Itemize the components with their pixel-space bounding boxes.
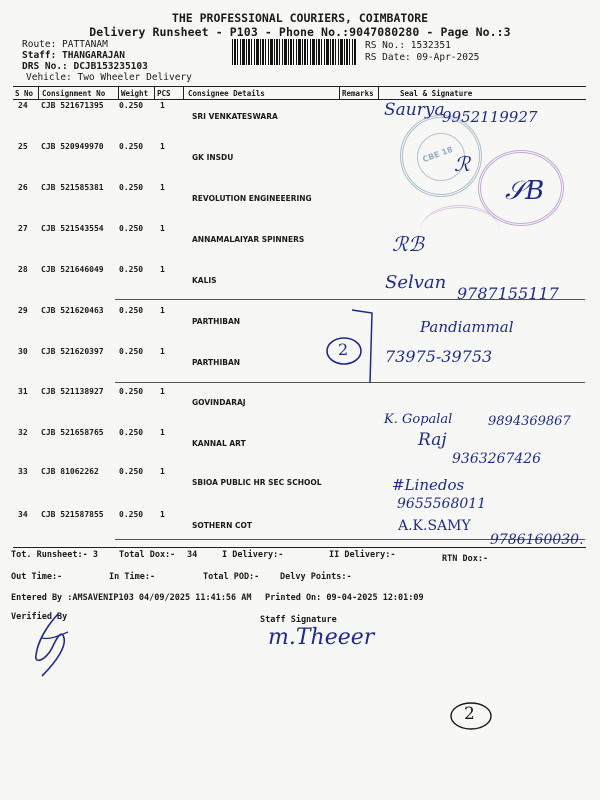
row-consignment: CJB 81062262 <box>41 467 99 476</box>
row-consignment: CJB 521658765 <box>41 428 104 437</box>
row-sno: 31 <box>18 387 28 396</box>
hw-row28-phone: 9787155117 <box>457 284 559 303</box>
runsheet-title: Delivery Runsheet - P103 - Phone No.:9047080280 - Page No.:3 <box>89 25 511 39</box>
table-header-border <box>13 99 586 100</box>
stamp-text: CBE 18 <box>421 144 454 165</box>
row-consignment: CJB 521620397 <box>41 347 104 356</box>
signature-row27: ℛℬ <box>392 232 424 256</box>
verified-signature <box>28 610 78 680</box>
row-weight: 0.250 <box>119 183 144 192</box>
row-pcs: 1 <box>160 467 165 476</box>
total-dox-label: Total Dox:- <box>119 550 176 560</box>
vehicle-label: Vehicle: Two Wheeler Delivery <box>26 72 192 83</box>
row-consignment: CJB 521671395 <box>41 101 104 110</box>
signature-row24: Saurya <box>384 100 445 120</box>
row-pcs: 1 <box>160 428 165 437</box>
hw-row33-phone: 9655568011 <box>397 496 487 512</box>
row-consignee: SBIOA PUBLIC HR SEC SCHOOL <box>192 478 322 487</box>
i-delivery: I Delivery:- <box>222 550 284 560</box>
staff-signature: m.Theeer <box>268 625 375 650</box>
in-time: In Time:- <box>109 572 156 582</box>
col-weight: Weight <box>121 89 149 98</box>
signature-row28: Selvan <box>385 272 447 293</box>
hw-row24-phone: 9952119927 <box>442 108 538 126</box>
row-weight: 0.250 <box>119 265 144 274</box>
hw-row32-name: K. Gopalal <box>384 412 453 427</box>
row-sno: 28 <box>18 265 28 274</box>
hw-row32-phone2: 9363267426 <box>452 451 542 467</box>
row-sno: 24 <box>18 101 28 110</box>
row-consignee: SRI VENKATESWARA <box>192 112 278 121</box>
footer-border <box>13 547 586 548</box>
staff-signature-label: Staff Signature <box>260 615 337 625</box>
row-weight: 0.250 <box>119 224 144 233</box>
row-pcs: 1 <box>160 101 165 110</box>
row-pcs: 1 <box>160 224 165 233</box>
row-sno: 26 <box>18 183 28 192</box>
row-sno: 34 <box>18 510 28 519</box>
rs-date: RS Date: 09-Apr-2025 <box>365 52 480 63</box>
row-pcs: 1 <box>160 142 165 151</box>
row-sno: 29 <box>18 306 28 315</box>
row-sno: 30 <box>18 347 28 356</box>
row-consignee: GK INSDU <box>192 153 234 162</box>
row-consignment: CJB 521646049 <box>41 265 104 274</box>
col-pcs: PCS <box>157 89 171 98</box>
row-consignment: CJB 521585381 <box>41 183 104 192</box>
staff-label: Staff: THANGARAJAN <box>22 50 125 61</box>
row-pcs: 1 <box>160 347 165 356</box>
table-top-border <box>13 86 586 87</box>
row-consignee: SOTHERN COT <box>192 521 252 530</box>
hw-row34-phone: 9786160030. <box>490 532 584 548</box>
row-pcs: 1 <box>160 510 165 519</box>
col-sno: S No <box>15 89 34 98</box>
hw-row32-phone: 9894369867 <box>488 414 571 429</box>
col-consignment: Consignment No <box>42 89 106 98</box>
row-sno: 33 <box>18 467 28 476</box>
row-consignee: PARTHIBAN <box>192 358 241 367</box>
col-remarks: Remarks <box>342 89 374 98</box>
stamp-arc <box>420 205 500 257</box>
hw-page-note: 2 <box>464 704 475 724</box>
row-sno: 32 <box>18 428 28 437</box>
row-pcs: 1 <box>160 387 165 396</box>
signature-row25: ℛ <box>454 152 470 176</box>
row-weight: 0.250 <box>119 428 144 437</box>
entered-by: Entered By :AMSAVENIP103 04/09/2025 11:41:56 AM <box>11 593 252 603</box>
hw-remarks-note: 2 <box>338 340 349 359</box>
row-pcs: 1 <box>160 183 165 192</box>
row-consignee: GOVINDARAJ <box>192 398 246 407</box>
row-weight: 0.250 <box>119 306 144 315</box>
total-dox-value: 34 <box>187 550 198 560</box>
row-consignee: REVOLUTION ENGINEEERING <box>192 194 312 203</box>
verified-by: Verified By <box>11 612 68 622</box>
route-label: Route: PATTANAM <box>22 39 108 50</box>
printed-on: Printed On: 09-04-2025 12:01:09 <box>265 593 424 603</box>
row-sno: 27 <box>18 224 28 233</box>
hw-row34-name: A.K.SAMY <box>398 518 471 534</box>
row-consignment: CJB 521543554 <box>41 224 104 233</box>
row-weight: 0.250 <box>119 101 144 110</box>
total-pod: Total POD:- <box>203 572 260 582</box>
hw-row29-name: Pandiammal <box>420 318 514 336</box>
row-weight: 0.250 <box>119 467 144 476</box>
out-time: Out Time:- <box>11 572 63 582</box>
rs-number: RS No.: 1532351 <box>365 40 451 51</box>
hw-row30-phone: 73975-39753 <box>385 347 493 366</box>
row-sno: 25 <box>18 142 28 151</box>
tot-runsheet: Tot. Runsheet:- 3 <box>11 550 98 560</box>
company-title: THE PROFESSIONAL COURIERS, COIMBATORE <box>171 11 429 25</box>
row-consignee: KALIS <box>192 276 217 285</box>
barcode <box>232 39 356 65</box>
row-weight: 0.250 <box>119 510 144 519</box>
drs-number: DRS No.: DCJB153235103 <box>22 61 148 72</box>
row-consignee: PARTHIBAN <box>192 317 241 326</box>
rtn-dox: RTN Dox:- <box>442 554 489 564</box>
signature-row33: #Linedos <box>392 476 465 494</box>
row-pcs: 1 <box>160 306 165 315</box>
signature-row32: Raj <box>418 430 447 450</box>
col-consignee: Consignee Details <box>188 89 265 98</box>
row-consignment: CJB 521587855 <box>41 510 104 519</box>
row-consignment: CJB 521138927 <box>41 387 104 396</box>
row-consignee: ANNAMALAIYAR SPINNERS <box>192 235 305 244</box>
ii-delivery: II Delivery:- <box>329 550 396 560</box>
col-seal-signature: Seal & Signature <box>400 89 473 98</box>
row-weight: 0.250 <box>119 142 144 151</box>
remarks-bracket-mark <box>322 305 382 385</box>
row-pcs: 1 <box>160 265 165 274</box>
row-weight: 0.250 <box>119 387 144 396</box>
signature-row26: 𝒮𝐵 <box>505 176 545 206</box>
row-weight: 0.250 <box>119 347 144 356</box>
row-consignment: CJB 521620463 <box>41 306 104 315</box>
row-consignee: KANNAL ART <box>192 439 246 448</box>
delvy-points: Delvy Points:- <box>280 572 352 582</box>
row-consignment: CJB 520949970 <box>41 142 104 151</box>
